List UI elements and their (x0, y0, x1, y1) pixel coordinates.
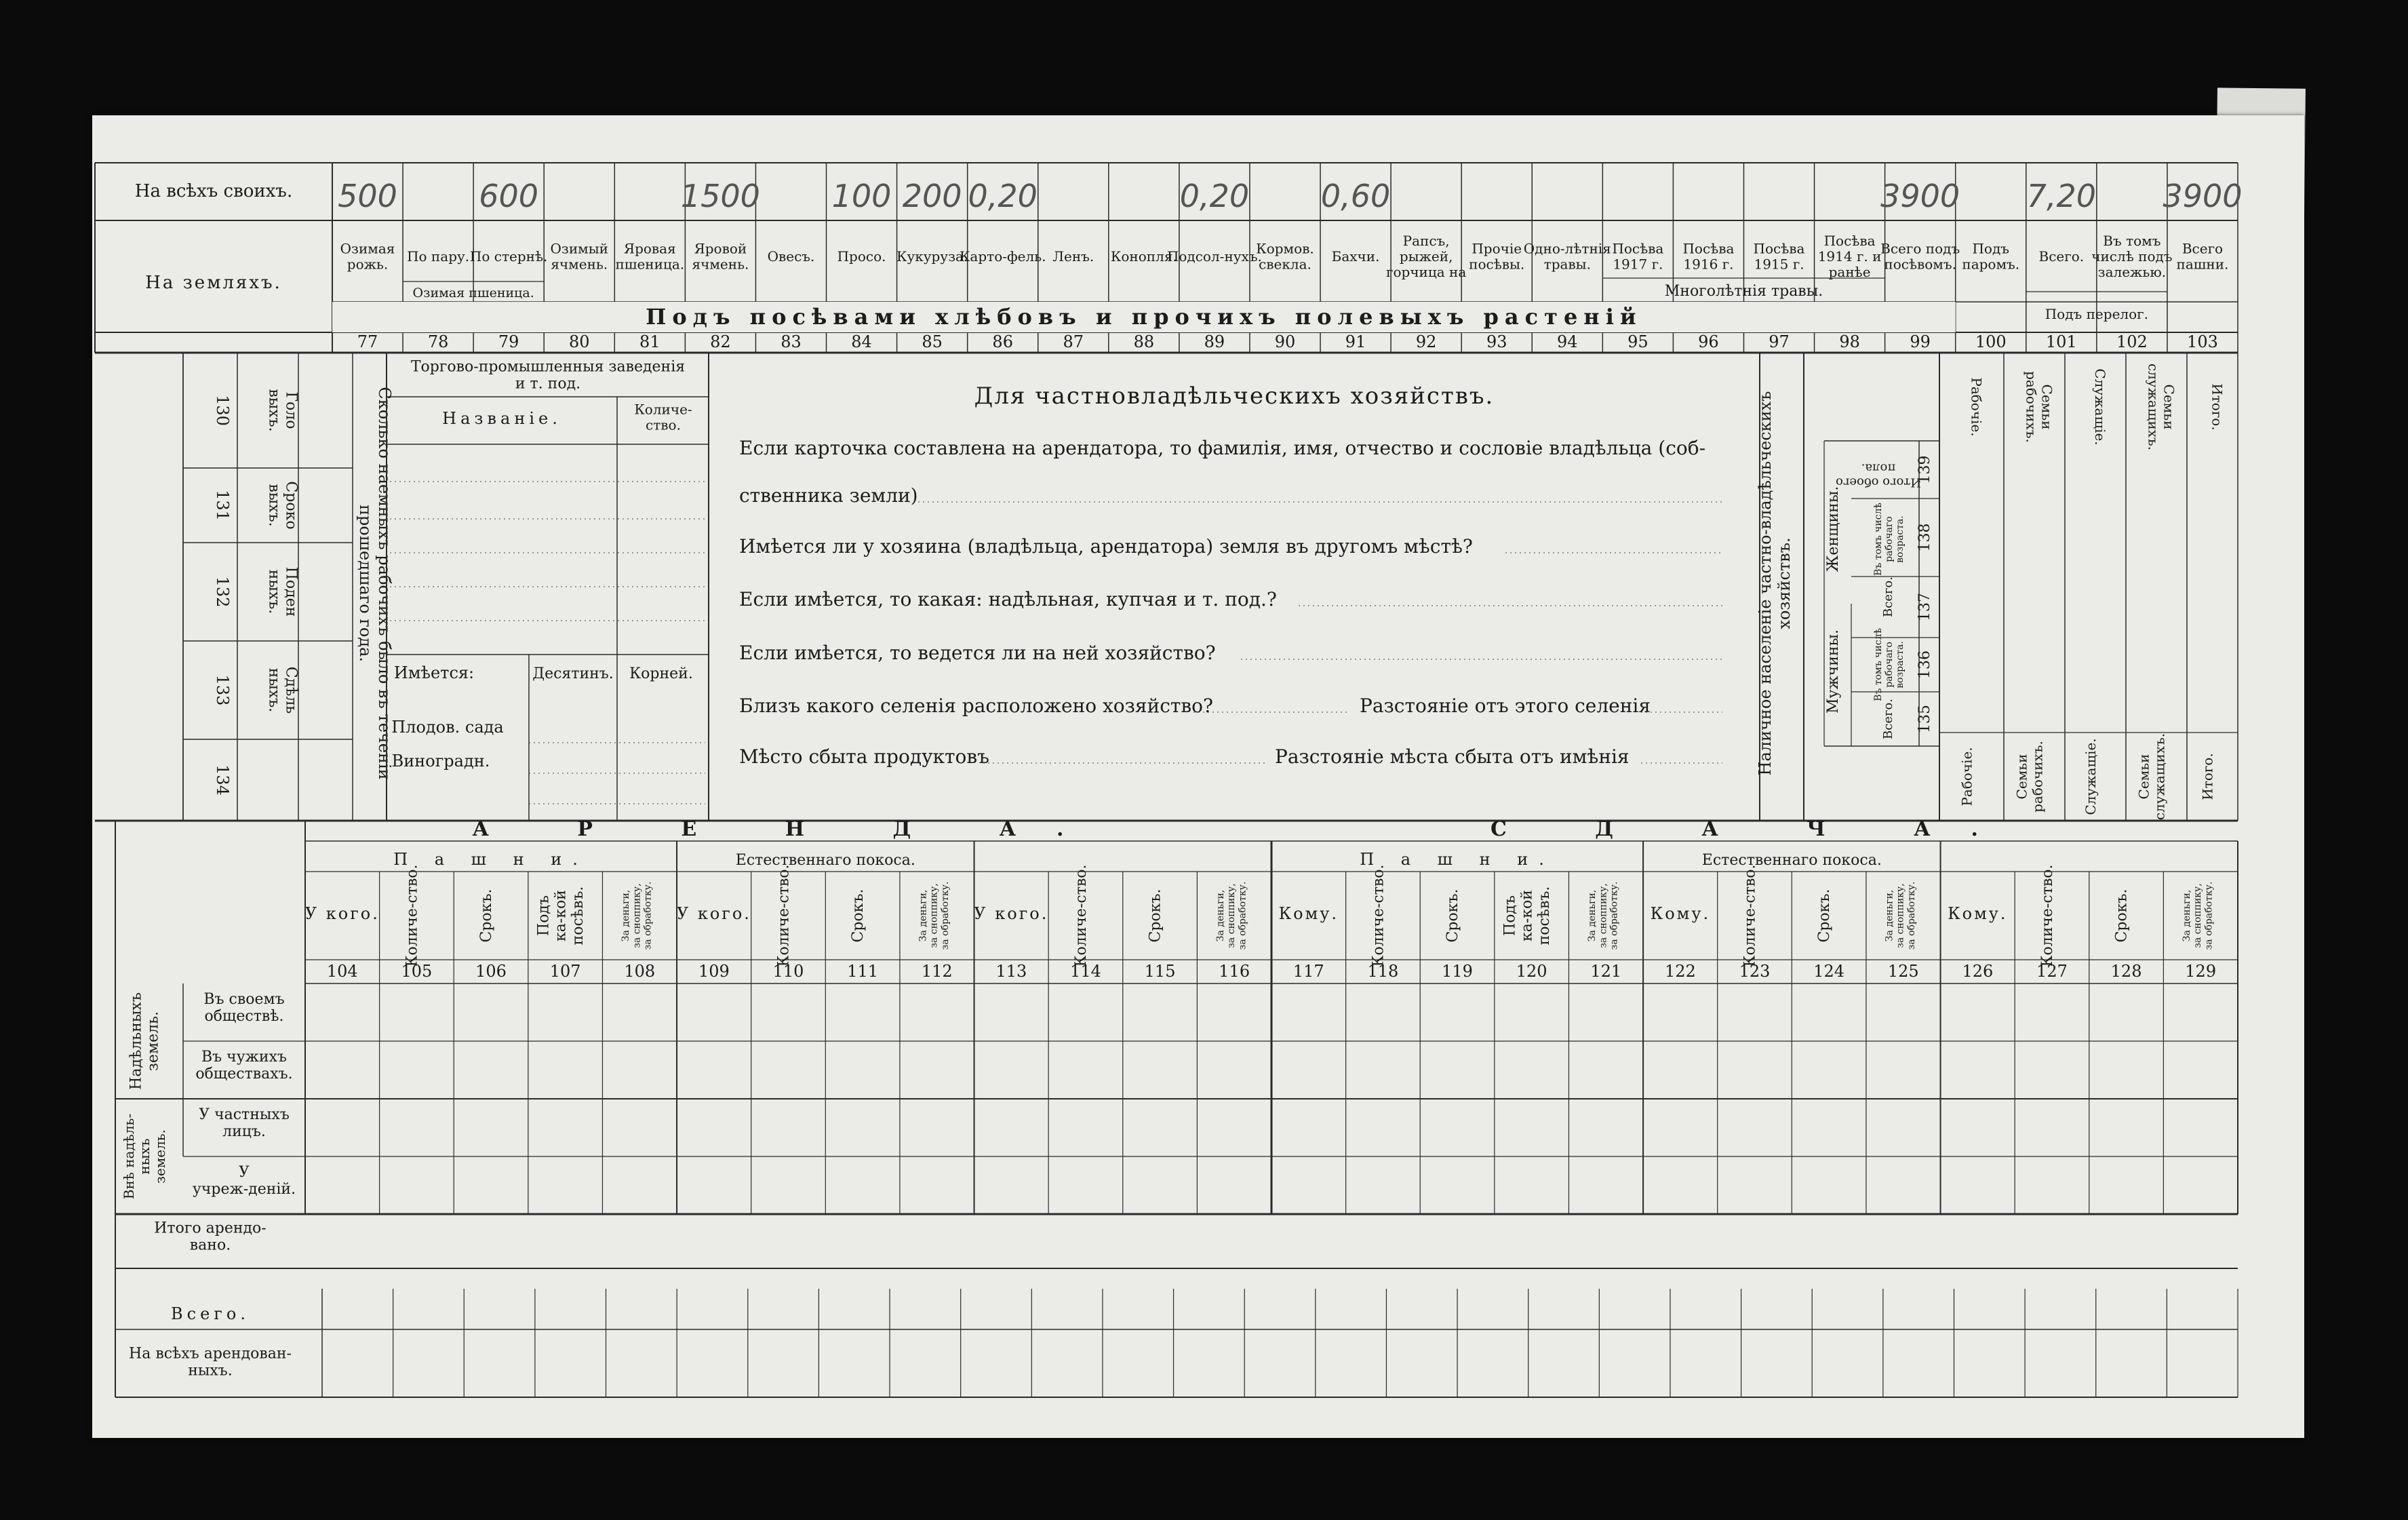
arenda-pashni-label: П а ш н и. (393, 850, 589, 869)
has-label: Имѣется: (393, 663, 475, 682)
column-number-83: 83 (781, 332, 802, 351)
column-header-88: Конопля. (1110, 248, 1177, 265)
women-working-age-label: Въ томъ числѣрабочаговозраста. (1872, 503, 1906, 576)
orchard-label: Плодов. сада (391, 718, 504, 737)
title-band-crops: Подъ посѣвами хлѣбовъ и прочихъ полевыхъ растеній (646, 304, 1642, 330)
lease-col-number-119: 119 (1442, 962, 1473, 981)
lease-col-number-105: 105 (401, 962, 433, 981)
column-header-83: Овесъ. (767, 248, 815, 265)
lease-col-number-114: 114 (1070, 962, 1101, 981)
lease-col-number-106: 106 (475, 962, 507, 981)
right-col-bottom-4: Итого. (2199, 753, 2216, 800)
lease-col-header-110: Количе-ство. (775, 864, 793, 967)
lease-col-header-104: У кого. (304, 904, 380, 923)
total-leased-label: Итого арендо-вано. (154, 1220, 267, 1254)
pop-number-139: 139 (1916, 455, 1933, 484)
group-label-perennial: Многолѣтнія травы. (1664, 283, 1823, 300)
men-working-age-label: Въ томъ числѣрабочаговозраста. (1872, 628, 1906, 701)
lease-col-header-116: За деньги,за сноппику,за обработку. (1215, 881, 1248, 950)
lease-col-header-113: У кого. (974, 904, 1049, 923)
column-header-99: Всего подъ посѣвомъ. (1880, 240, 1960, 273)
column-number-84: 84 (851, 332, 872, 351)
group-label-fallow: Подъ перелог. (2045, 306, 2148, 322)
right-col-top-3: Семьислужащихъ. (2145, 363, 2177, 451)
lease-col-header-127: Количе-ство. (2038, 864, 2056, 967)
column-header-93: Прочіе посѣвы. (1469, 240, 1525, 273)
column-number-101: 101 (2045, 332, 2077, 351)
lease-col-header-125: За деньги,за сноппику,за обработку. (1884, 881, 1917, 950)
handwritten-value-101: 7,20 (2026, 178, 2097, 214)
left-col-number-133: 133 (213, 674, 232, 706)
column-number-96: 96 (1698, 332, 1719, 351)
vineyard-label: Виноградн. (391, 752, 490, 771)
left-col-label-130: Головыхъ. (265, 389, 300, 432)
lease-col-header-105: Количе-ство. (403, 864, 421, 967)
right-col-top-2: Служащіе. (2092, 368, 2108, 446)
lease-col-header-112: За деньги,за сноппику,за обработку. (917, 881, 951, 950)
men-label: Мужчины. (1825, 629, 1842, 714)
question-5: Близъ какого селенія расположено хозяйство? (739, 695, 1214, 717)
arenda-header: А Р Е Н Д А. (472, 817, 1105, 841)
lease-col-number-127: 127 (2036, 962, 2068, 981)
column-header-103: Всего пашни. (2176, 240, 2229, 273)
lease-col-number-109: 109 (698, 962, 730, 981)
column-header-80: Озимый ячмень. (550, 240, 608, 273)
column-header-86: Карто-фель. (959, 248, 1046, 265)
column-header-94: Одно-лѣтнія травы. (1523, 240, 1611, 273)
column-number-94: 94 (1557, 332, 1578, 351)
left-col-label-132: Поденныхъ. (265, 566, 300, 617)
lease-col-number-116: 116 (1219, 962, 1250, 981)
column-header-81: Яровая пшеница. (615, 240, 685, 273)
lease-row-label-0: Въ своемъ обществѣ. (203, 990, 285, 1026)
lease-col-number-107: 107 (549, 962, 581, 981)
pop-number-136: 136 (1916, 650, 1933, 679)
lease-col-header-123: Количе-ство. (1741, 864, 1759, 967)
lease-col-header-111: Срокъ. (850, 889, 867, 943)
desyatin-label: Десятинъ. (532, 665, 614, 682)
column-number-91: 91 (1345, 332, 1366, 351)
pop-number-138: 138 (1916, 523, 1933, 552)
lease-col-header-117: Кому. (1278, 904, 1339, 923)
lease-col-number-104: 104 (326, 962, 358, 981)
column-number-95: 95 (1627, 332, 1649, 351)
column-number-99: 99 (1910, 332, 1931, 351)
lease-col-header-121: За деньги,за сноппику,за обработку. (1587, 881, 1620, 950)
arenda-pokos-label: Естественнаго покоса. (735, 852, 915, 869)
row-label-on-own: На всѣхъ своихъ. (134, 181, 293, 201)
sdacha-header: С Д А Ч А. (1490, 817, 2019, 841)
private-title: Для частновладѣльческихъ хозяйствъ. (974, 383, 1495, 410)
left-col-number-130: 130 (213, 395, 232, 426)
nadel-vertical-label: Надѣльныхъземель. (127, 992, 162, 1090)
right-col-bottom-3: Семьислужащихъ. (2135, 733, 2168, 821)
column-header-77: Озимая рожь. (340, 240, 395, 273)
left-col-label-131: Сроковыхъ. (265, 481, 300, 530)
lease-col-header-119: Срокъ. (1444, 889, 1462, 943)
trade-name-header: Названіе. (442, 409, 561, 428)
column-header-101: Всего. (2038, 248, 2085, 265)
column-header-87: Ленъ. (1052, 248, 1094, 265)
lease-col-header-115: Срокъ. (1147, 889, 1164, 943)
column-header-102: Въ томъ числѣ подъ залежью. (2091, 233, 2173, 280)
right-col-top-0: Рабочіе. (1968, 377, 1985, 437)
question-1: Если карточка составлена на арендатора, то фамилія, имя, отчество и сословіе владѣльца (соб- (739, 437, 1706, 459)
question-2: Имѣется ли у хозяина (владѣльца, арендатора) земля въ другомъ мѣстѣ? (739, 535, 1473, 558)
lease-col-number-121: 121 (1590, 962, 1622, 981)
right-col-bottom-2: Служащіе. (2083, 738, 2099, 815)
left-col-number-131: 131 (213, 490, 232, 521)
lease-row-label-2: У частныхъ лицъ. (199, 1106, 290, 1141)
lease-col-number-120: 120 (1516, 962, 1547, 981)
column-header-78: По пару. (407, 248, 470, 265)
column-number-85: 85 (922, 332, 943, 351)
lease-col-number-117: 117 (1292, 962, 1324, 981)
lease-col-header-118: Количе-ство. (1370, 864, 1387, 967)
summary-all-leased-label: На всѣхъ арендован-ныхъ. (129, 1345, 292, 1380)
column-number-80: 80 (568, 332, 590, 351)
lease-row-label-3: У учреж-деній. (192, 1163, 296, 1199)
column-number-78: 78 (427, 332, 449, 351)
lease-col-header-109: У кого. (676, 904, 751, 923)
group-label-winter-wheat: Озимая пшеница. (412, 286, 534, 300)
lease-col-number-115: 115 (1144, 962, 1176, 981)
column-header-85: Кукуруза. (896, 248, 968, 265)
right-col-bottom-1: Семьирабочихъ. (2013, 741, 2046, 813)
lease-col-header-122: Кому. (1650, 904, 1711, 923)
column-number-93: 93 (1486, 332, 1507, 351)
roots-label: Корней. (629, 665, 693, 682)
column-number-79: 79 (498, 332, 519, 351)
column-number-87: 87 (1063, 332, 1084, 351)
vne-nadel-vertical-label: Внѣ надѣль-ныхъземель. (121, 1113, 168, 1200)
column-number-89: 89 (1204, 332, 1225, 351)
men-total-label: Всего. (1881, 699, 1895, 739)
lease-col-header-126: Кому. (1948, 904, 2008, 923)
column-number-81: 81 (639, 332, 660, 351)
trade-qty-header: Количе-ство. (634, 401, 692, 433)
column-header-97: Посѣва 1915 г. (1753, 240, 1805, 273)
question-3: Если имѣется, то какая: надѣльная, купчая и т. под.? (739, 588, 1277, 610)
workers-vertical-label: Сколько наемныхъ рабочихъ было въ теченіипрошедшаго года. (356, 387, 394, 780)
women-label: Женщины. (1825, 486, 1842, 572)
lease-col-number-125: 125 (1887, 962, 1919, 981)
column-number-92: 92 (1415, 332, 1437, 351)
column-number-82: 82 (710, 332, 731, 351)
lease-col-header-114: Количе-ство. (1072, 864, 1090, 967)
lease-col-number-124: 124 (1813, 962, 1845, 981)
column-number-98: 98 (1839, 332, 1860, 351)
left-col-number-132: 132 (213, 576, 232, 608)
column-number-102: 102 (2116, 332, 2148, 351)
question-5b: Разстояніе отъ этого селенія (1360, 695, 1651, 717)
right-col-top-1: Семьирабочихъ. (2023, 371, 2055, 443)
handwritten-value-103: 3900 (2163, 178, 2243, 214)
column-number-103: 103 (2187, 332, 2218, 351)
lease-col-number-123: 123 (1739, 962, 1771, 981)
trade-header: Торгово-промышленныя заведенія и т. под. (410, 358, 686, 393)
left-col-label-133: Сдѣльныхъ. (265, 666, 300, 714)
lease-col-header-124: Срокъ. (1816, 889, 1834, 943)
handwritten-value-91: 0,60 (1320, 178, 1391, 214)
pop-number-137: 137 (1916, 593, 1933, 621)
population-vertical-label: Наличное населеніе частно-владѣльческихъхозяйствъ. (1756, 391, 1794, 776)
handwritten-value-84: 100 (831, 178, 892, 214)
lease-col-number-113: 113 (995, 962, 1027, 981)
column-header-96: Посѣва 1916 г. (1682, 240, 1735, 273)
lease-col-number-122: 122 (1664, 962, 1696, 981)
row-label-on-lands: На земляхъ. (145, 273, 282, 293)
lease-row-label-1: Въ чужихъ обществахъ. (195, 1048, 293, 1083)
column-number-77: 77 (357, 332, 378, 351)
women-total-label: Всего. (1881, 577, 1895, 617)
lease-col-number-129: 129 (2185, 962, 2217, 981)
summary-total-label: Всего. (171, 1304, 250, 1323)
sdacha-pashni-label: П а ш н и. (1360, 850, 1555, 869)
lease-col-header-120: Подъка-койпосѣвъ. (1501, 886, 1553, 946)
question-4: Если имѣется, то ведется ли на ней хозяйство? (739, 642, 1216, 664)
question-1b: ственника земли) (739, 484, 918, 507)
handwritten-value-86: 0,20 (968, 178, 1038, 214)
lease-col-number-111: 111 (847, 962, 879, 981)
handwritten-value-79: 600 (479, 178, 539, 214)
lease-col-header-108: За деньги,за сноппику,за обработку. (620, 881, 654, 950)
handwritten-value-99: 3900 (1880, 178, 1960, 214)
lease-col-number-112: 112 (921, 962, 953, 981)
lease-col-number-110: 110 (772, 962, 804, 981)
lease-col-header-107: Подъка-койпосѣвъ. (535, 886, 587, 946)
lease-col-number-108: 108 (624, 962, 656, 981)
handwritten-value-85: 200 (902, 178, 962, 214)
sdacha-pokos-label: Естественнаго покоса. (1701, 852, 1882, 869)
handwritten-value-77: 500 (338, 178, 397, 214)
left-col-number-134: 134 (213, 764, 232, 796)
right-col-bottom-0: Рабочіе. (1958, 747, 1975, 806)
column-header-82: Яровой ячмень. (692, 240, 749, 273)
column-header-90: Кормов. свекла. (1256, 240, 1314, 273)
lease-col-number-126: 126 (1962, 962, 1994, 981)
lease-col-header-129: За деньги,за сноппику,за обработку. (2182, 881, 2215, 950)
lease-col-number-128: 128 (2110, 962, 2142, 981)
question-6b: Разстояніе мѣста сбыта отъ имѣнія (1275, 745, 1630, 768)
pop-number-135: 135 (1916, 705, 1933, 733)
lease-col-header-128: Срокъ. (2113, 889, 2131, 943)
column-header-89: Подсол-нухъ. (1166, 248, 1262, 265)
question-6: Мѣсто сбыта продуктовъ (739, 745, 989, 768)
column-header-79: По стернѣ. (469, 248, 548, 265)
handwritten-value-89: 0,20 (1179, 178, 1250, 214)
column-number-88: 88 (1133, 332, 1155, 351)
lease-col-header-106: Срокъ. (478, 889, 496, 943)
column-header-100: Подъ паромъ. (1962, 240, 2020, 273)
column-number-100: 100 (1975, 332, 2007, 351)
column-number-86: 86 (992, 332, 1013, 351)
column-header-84: Просо. (837, 248, 886, 265)
column-header-92: Рапсъ, рыжей, горчица на (1386, 233, 1467, 280)
column-number-97: 97 (1769, 332, 1790, 351)
column-header-91: Бахчи. (1331, 248, 1380, 265)
column-header-95: Посѣва 1917 г. (1612, 240, 1664, 273)
column-header-98: Посѣва 1914 г. и ранѣе (1817, 233, 1882, 280)
column-number-90: 90 (1274, 332, 1296, 351)
right-col-top-4: Итого. (2209, 383, 2226, 431)
total-both-sexes-label: Итого обоегопола. (1836, 461, 1921, 490)
handwritten-value-82: 1500 (680, 178, 760, 214)
lease-col-number-118: 118 (1367, 962, 1399, 981)
